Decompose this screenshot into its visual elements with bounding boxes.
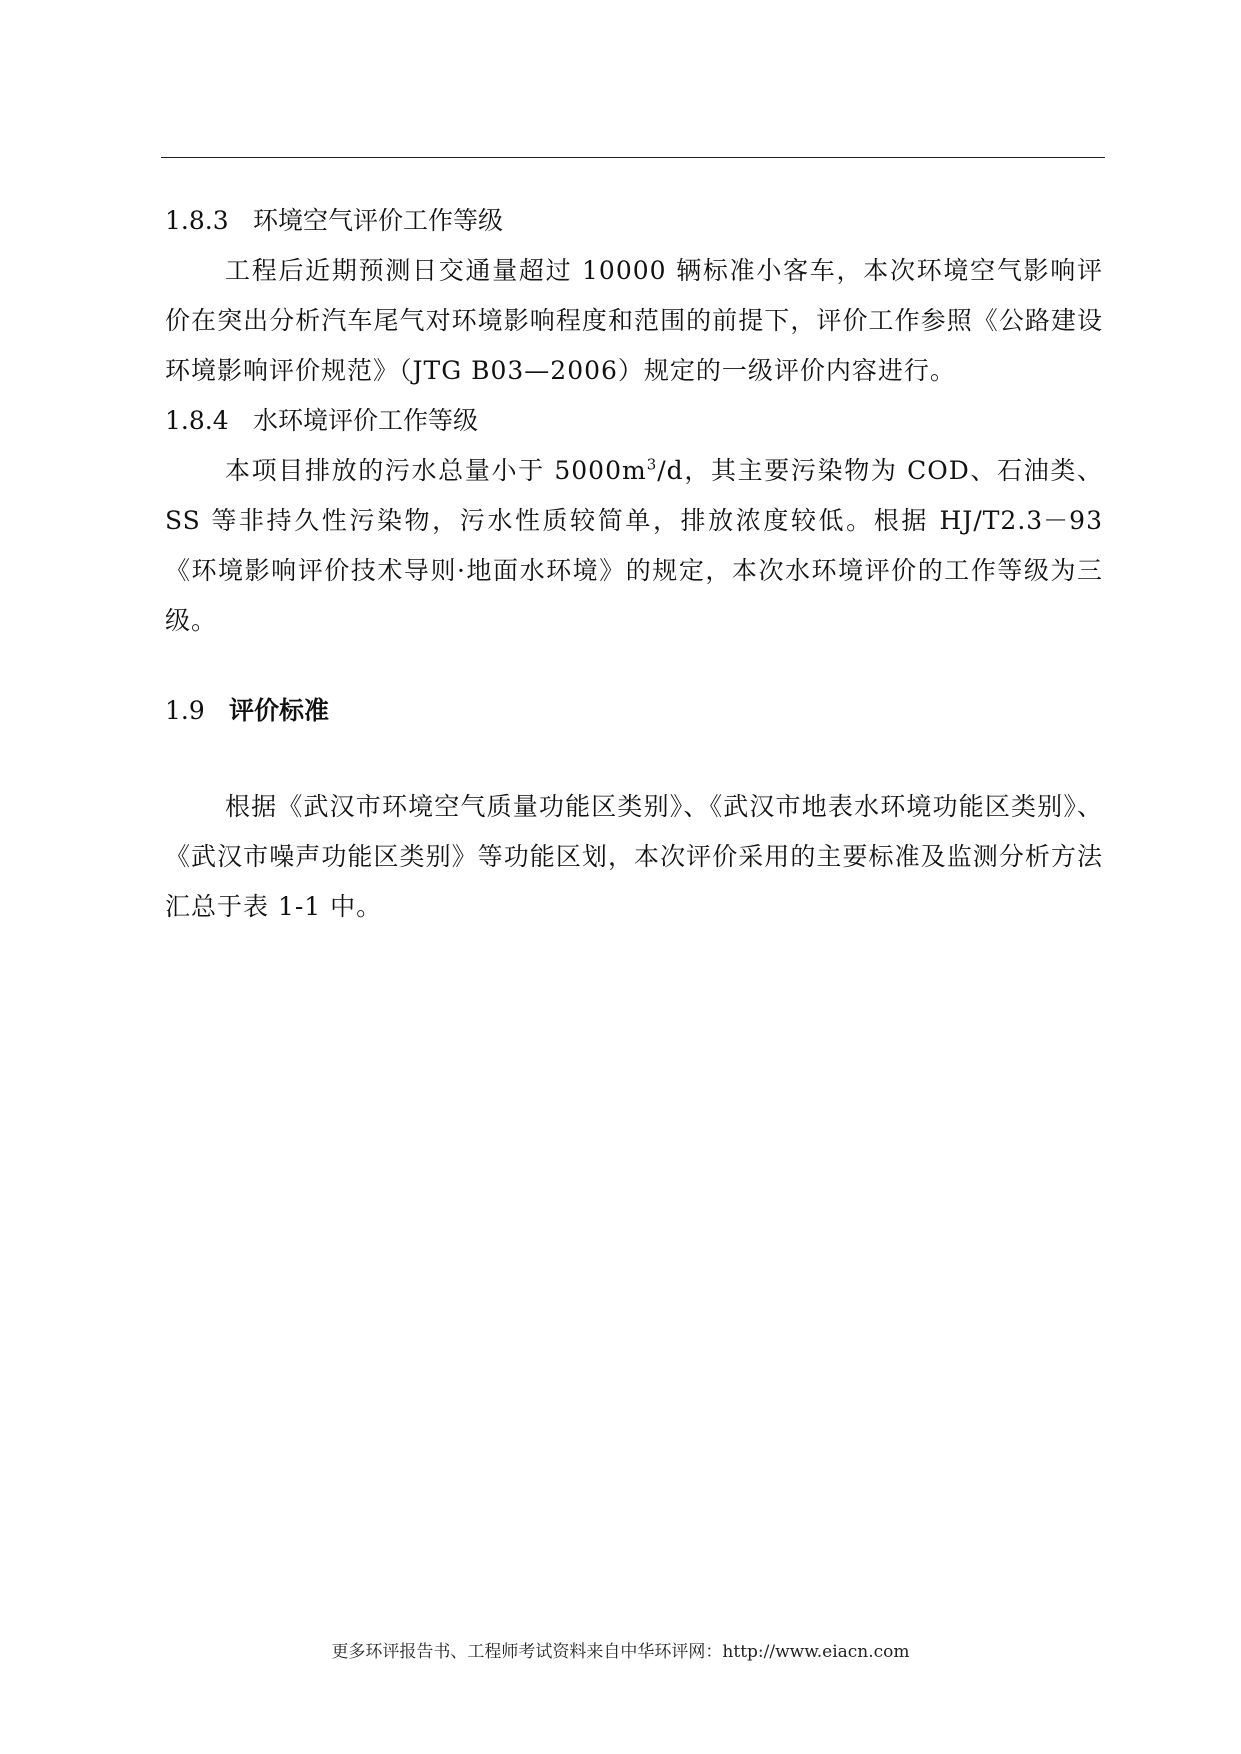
paragraph-text-part: /d，其主要污染物为 COD、石油类、SS 等非持久性污染物，污水性质较简单，排放浓度较低。根据 HJ/T2.3－93《环境影响评价技术导则·地面水环境》的规定，本次水环境评价的工作等级为三级。 bbox=[165, 456, 1104, 635]
heading-number: 1.8.4 bbox=[165, 406, 229, 435]
heading-1-8-3 bbox=[165, 196, 1103, 246]
footer-note: 更多环评报告书、工程师考试资料来自中华环评网：http://www.eiacn.com bbox=[331, 1642, 910, 1662]
heading-1-8-4 bbox=[165, 396, 1103, 446]
spacer bbox=[165, 736, 1103, 782]
section-number: 1.9 bbox=[165, 696, 205, 725]
paragraph-water-evaluation bbox=[165, 446, 1103, 646]
heading-1-9 bbox=[165, 686, 1103, 736]
paragraph-air-evaluation: 工程后近期预测日交通量超过 10000 辆标准小客车，本次环境空气影响评价在突出分析汽车尾气对环境影响程度和范围的前提下，评价工作参照《公路建设环境影响评价规范》（JTG B03—2006）规定的一级评价内容进行。 bbox=[165, 256, 1103, 385]
header-rule bbox=[161, 157, 1105, 158]
heading-number: 1.8.3 bbox=[165, 206, 229, 235]
page-content bbox=[165, 196, 1103, 932]
heading-title: 环境空气评价工作等级 bbox=[253, 206, 504, 235]
section-title: 评价标准 bbox=[229, 696, 330, 725]
paragraph-evaluation-standards: 根据《武汉市环境空气质量功能区类别》、《武汉市地表水环境功能区类别》、《武汉市噪声功能区类别》等功能区划，本次评价采用的主要标准及监测分析方法汇总于表 1-1 中。 bbox=[165, 792, 1103, 921]
heading-title: 水环境评价工作等级 bbox=[253, 406, 479, 435]
superscript-three: 3 bbox=[646, 455, 658, 474]
paragraph-text-part: 本项目排放的污水总量小于 5000m bbox=[225, 456, 647, 485]
